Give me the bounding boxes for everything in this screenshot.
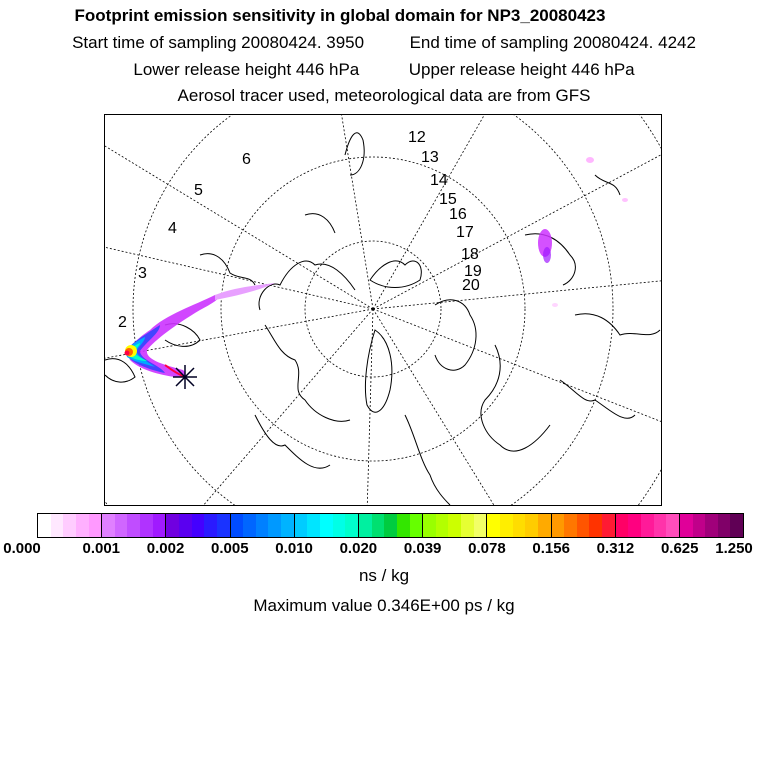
colorbar-swatch (474, 514, 487, 537)
colorbar-swatch (513, 514, 526, 537)
colorbar-swatch (589, 514, 602, 537)
colorbar-swatch (140, 514, 153, 537)
day-label-2: 2 (118, 314, 127, 331)
colorbar-segment (486, 514, 550, 537)
colorbar-swatch (641, 514, 654, 537)
colorbar-swatch (38, 514, 51, 537)
colorbar-swatch (359, 514, 372, 537)
lower-height-label: Lower release height 446 hPa (133, 60, 360, 79)
start-time-label: Start time of sampling 20080424. 3950 (72, 33, 365, 52)
maximum-value: Maximum value 0.346E+00 ps / kg (253, 596, 515, 615)
colorbar-tick-label: 0.000 (3, 540, 41, 557)
colorbar-swatch (525, 514, 538, 537)
footprint-map (104, 114, 662, 506)
colorbar-swatch (564, 514, 577, 537)
colorbar-swatch (705, 514, 718, 537)
trajectory-labels (118, 129, 482, 331)
colorbar-swatch (423, 514, 436, 537)
colorbar-swatch (345, 514, 358, 537)
release-point-marker (173, 365, 197, 389)
colorbar-swatch (204, 514, 217, 537)
colorbar-swatch (384, 514, 397, 537)
colorbar-segment (551, 514, 615, 537)
colorbar-segment (230, 514, 294, 537)
colorbar-swatch (281, 514, 294, 537)
colorbar-swatch (552, 514, 565, 537)
day-label-16: 16 (449, 206, 467, 223)
release-heights (0, 60, 768, 80)
colorbar-swatch (680, 514, 693, 537)
map-svg (105, 115, 662, 506)
colorbar-swatch (487, 514, 500, 537)
colorbar-swatch (166, 514, 179, 537)
day-label-14: 14 (430, 172, 448, 189)
sampling-times (0, 33, 768, 53)
colorbar-tick-label: 0.002 (146, 540, 185, 557)
plot-title: Footprint emission sensitivity in global domain for NP3_20080423 (74, 6, 606, 25)
colorbar-swatch (76, 514, 89, 537)
colorbar-tick-label: 0.625 (660, 540, 699, 557)
colorbar-swatch (295, 514, 308, 537)
colorbar-tick-label: 0.312 (596, 540, 635, 557)
colorbar-tick-label: 0.010 (275, 540, 313, 557)
colorbar-swatch (102, 514, 115, 537)
colorbar-swatch (448, 514, 461, 537)
day-label-13: 13 (421, 149, 439, 166)
day-label-15: 15 (439, 191, 457, 208)
colorbar-tick-label: 0.156 (532, 540, 570, 557)
day-label-3: 3 (138, 265, 147, 282)
day-label-17: 17 (456, 224, 474, 241)
colorbar-swatch (397, 514, 410, 537)
colorbar-swatch (602, 514, 615, 537)
colorbar-swatch (51, 514, 64, 537)
end-time-label: End time of sampling 20080424. 4242 (409, 33, 696, 52)
colorbar-swatch (192, 514, 205, 537)
colorbar-segment (615, 514, 679, 537)
upper-height-label: Upper release height 446 hPa (408, 60, 635, 79)
colorbar-swatch (461, 514, 474, 537)
colorbar (37, 513, 744, 538)
colorbar-tick-label: 0.005 (211, 540, 249, 557)
colorbar-swatch (654, 514, 667, 537)
colorbar-swatch (115, 514, 128, 537)
colorbar-swatch (127, 514, 140, 537)
colorbar-tick-label: 0.020 (339, 540, 378, 557)
colorbar-swatch (243, 514, 256, 537)
colorbar-segment (679, 514, 743, 537)
colorbar-swatch (500, 514, 513, 537)
day-label-6: 6 (242, 151, 251, 168)
day-label-12: 12 (408, 129, 426, 146)
tracer-info: Aerosol tracer used, meteorological data are from GFS (177, 86, 591, 105)
colorbar-segment (358, 514, 422, 537)
colorbar-swatch (333, 514, 346, 537)
colorbar-swatch (268, 514, 281, 537)
colorbar-swatch (320, 514, 333, 537)
colorbar-segment (294, 514, 358, 537)
day-label-18: 18 (461, 246, 479, 263)
colorbar-swatch (628, 514, 641, 537)
day-label-19: 19 (464, 263, 482, 280)
colorbar-tick-label: 0.001 (82, 540, 121, 557)
colorbar-segment (165, 514, 229, 537)
day-label-4: 4 (168, 220, 177, 237)
colorbar-swatch (718, 514, 731, 537)
colorbar-swatch (577, 514, 590, 537)
colorbar-tick-label: 0.078 (468, 540, 506, 557)
colorbar-segment (101, 514, 165, 537)
colorbar-swatch (89, 514, 102, 537)
colorbar-swatch (538, 514, 551, 537)
coastlines (105, 133, 660, 505)
colorbar-swatch (666, 514, 679, 537)
colorbar-swatch (730, 514, 743, 537)
colorbar-swatch (436, 514, 449, 537)
colorbar-swatch (307, 514, 320, 537)
colorbar-swatch (410, 514, 423, 537)
colorbar-tick-label: 1.250 (715, 540, 753, 557)
colorbar-swatch (616, 514, 629, 537)
day-label-20: 20 (462, 277, 480, 294)
colorbar-segment (38, 514, 101, 537)
colorbar-swatch (256, 514, 269, 537)
colorbar-swatch (179, 514, 192, 537)
colorbar-swatch (153, 514, 166, 537)
colorbar-segment (422, 514, 486, 537)
colorbar-swatch (372, 514, 385, 537)
colorbar-tick-label: 0.039 (403, 540, 442, 557)
colorbar-swatch (231, 514, 244, 537)
colorbar-swatch (217, 514, 230, 537)
colorbar-unit: ns / kg (358, 566, 410, 585)
day-label-5: 5 (194, 182, 203, 199)
colorbar-swatch (693, 514, 706, 537)
colorbar-swatch (63, 514, 76, 537)
